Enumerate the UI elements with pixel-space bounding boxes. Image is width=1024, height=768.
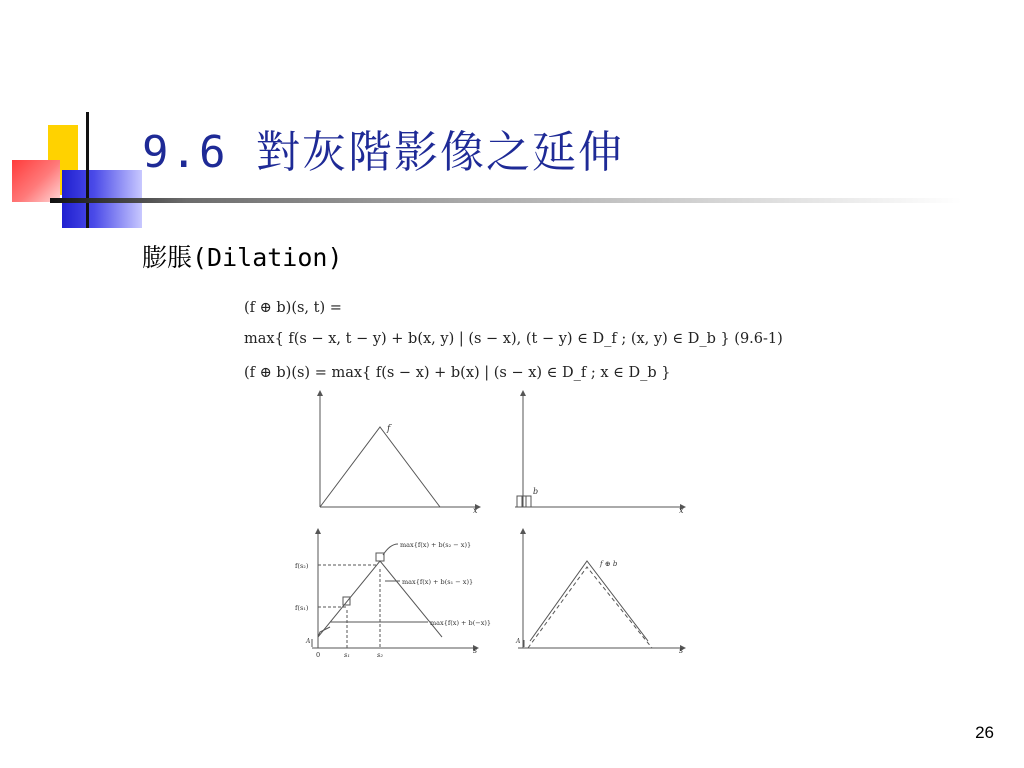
- panel-b-axis-label: x: [679, 506, 684, 515]
- panel-c-origin: 0: [316, 651, 321, 659]
- panel-b-curve-label: b: [533, 487, 539, 496]
- slide-title: 9.6 對灰階影像之延伸: [142, 127, 624, 178]
- panel-c-annot-top-leader: [383, 544, 398, 555]
- panel-a-axis-label: x: [473, 506, 478, 515]
- page-number: 26: [975, 723, 994, 742]
- equation-line-3: (f ⊕ b)(s) = max{ f(s − x) + b(x) | (s − x) ∈ D_f ; x ∈ D_b }: [244, 365, 671, 381]
- panel-c-s1: s₁: [344, 651, 350, 659]
- dilation-figure: [290, 385, 700, 665]
- panel-c-peak-element: [376, 553, 384, 561]
- panel-c-annot-bot: max{f(x) + b(−x)}: [430, 619, 492, 627]
- panel-c-annot-mid: max{f(x) + b(s₁ − x)}: [402, 578, 474, 586]
- panel-d-curve-label: f ⊕ b: [600, 560, 618, 568]
- panel-c-ylabel-low: f(s₁): [295, 604, 309, 612]
- panel-d-corner-label: A: [516, 638, 521, 645]
- panel-c-s2: s₂: [377, 651, 383, 659]
- panel-c: [295, 529, 491, 659]
- equation-line-1: (f ⊕ b)(s, t) =: [244, 300, 342, 316]
- panel-a-triangle: [320, 427, 440, 507]
- panel-c-axis-label: s: [473, 646, 478, 655]
- panel-c-corner-label: A: [306, 638, 311, 645]
- decor-red-square: [12, 160, 60, 202]
- panel-d: [515, 529, 685, 655]
- panel-a: [320, 391, 480, 515]
- equation-line-2: max{ f(s − x, t − y) + b(x, y) | (s − x), (t − y) ∈ D_f ; (x, y) ∈ D_b } (9.6-1): [244, 331, 783, 347]
- panel-b-structuring-element: [517, 496, 531, 507]
- panel-c-ylabel-high: f(s₂): [295, 562, 309, 570]
- panel-d-axis-label: s: [679, 646, 684, 655]
- panel-d-dilated-triangle: [530, 561, 648, 641]
- panel-d-original-triangle: [528, 567, 652, 648]
- decor-vertical-rule: [86, 112, 89, 228]
- panel-c-annot-top: max{f(x) + b(s₂ − x)}: [400, 541, 472, 549]
- panel-c-mid-element: [343, 597, 350, 605]
- slide-subtitle: 膨脹(Dilation): [142, 243, 343, 272]
- panel-a-curve-label: f: [387, 424, 391, 434]
- title-underline: [50, 198, 962, 203]
- panel-b: [515, 391, 685, 515]
